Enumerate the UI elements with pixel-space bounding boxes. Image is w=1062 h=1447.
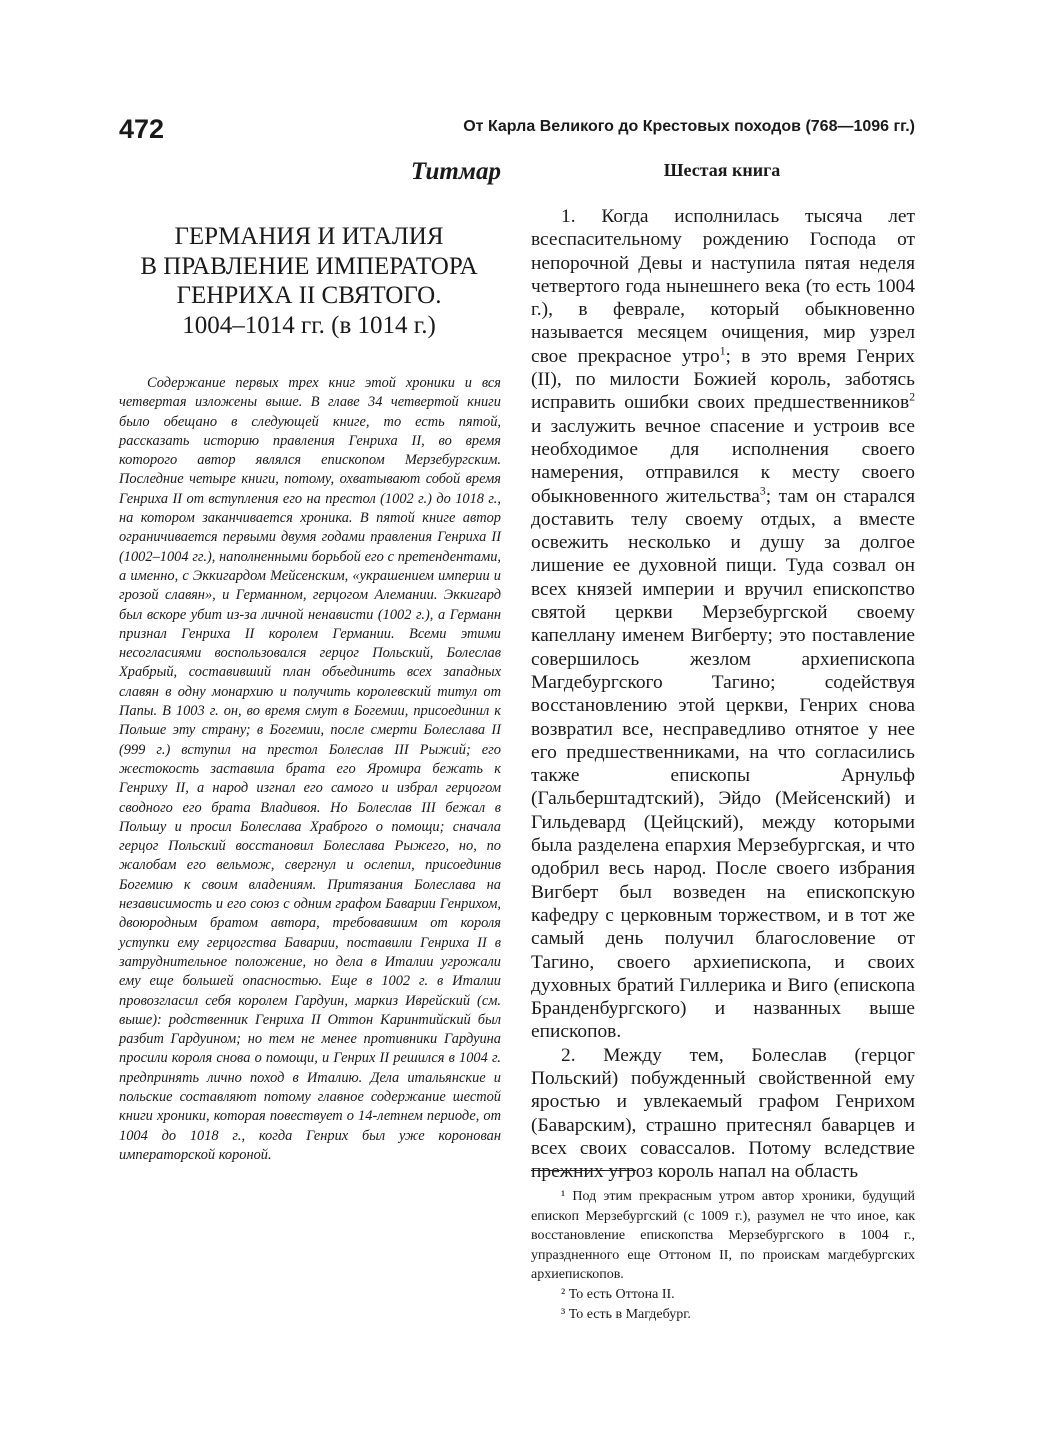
chapter-title-line: В ПРАВЛЕНИЕ ИМПЕРАТОРА [140,252,478,280]
footnotes [531,1187,915,1324]
paragraph-2: 2. Между тем, Болеслав (герцог Польский) побужденный свойственной ему яростью и увлекаемый графом Генрихом (Баварским), страшно притеснял баварцев и всех своих совассалов. Потому вследствие прежних угроз король напал на область [531,1044,915,1183]
running-head: От Карла Великого до Крестовых походов (768—1096 гг.) [463,118,915,135]
page-number: 472 [119,114,165,144]
chapter-summary: Содержание первых трех книг этой хроники и вся четвертая изложены выше. В главе 34 четвертой книги было обещано в следующей книге, то есть пятой, рассказать историю правления Генриха II, во время которого автор являлся епископом Мерзебургским. Последние четыре книги, потому, охватывают собой время Генриха II от вступления его на престол (1002 г.) до 1018 г., на котором заканчивается хроника. В пятой книге автор ограничивается первыми двумя годами правления Генриха II (1002–1004 гг.), наполненными борьбой его с претендентами, а именно, с Эккигардом Мейсенским, «украшением империи и грозой славян», и Германном, герцогом Алемании. Эккигард был вскоре убит из-за личной ненависти (1002 г.), а Германн признал Генриха II королем Германии. Всеми этими несогласиями воспользовался герцог Польский, Болеслав Храбрый, составивший план объединить всех западных славян в одну монархию и получить королевский титул от Папы. В 1003 г. он, во время смут в Богемии, присоединил к Польше эту страну; в Богемии, после смерти Болеслава II (999 г.) вступил на престол Болеслав III Рыжий; его жестокость заставила брата его Яромира бежать к Генриху II, а народ изгнал его самого и избрал герцогом сводного его брата Владивоя. Но Болеслав III бежал в Польшу и просил Болеслава Храброго о помощи; сначала герцог Польский восстановил Болеслава Рыжего, но, по жалобам его вельмож, свергнул и ослепил, присоединив Богемию к своим владениям. Притязания Болеслава на независимость и его союз с одним графом Баварии Генрихом, двоюродным братом автора, требовавшим от короля уступки ему герцогства Баварии, поставили Генриха II в затруднительное положение, но дела в Италии угрожали ему еще большей опасностью. Еще в 1002 г. в Италии провозгласил себя королем Гардуин, маркиз Иврейский (см. выше): родственник Генриха II Оттон Каринтийский был разбит Гардуином; но тем не менее противники Гардуина просили короля снова о помощи, и Генрих II решился в 1004 г. предпринять лично поход в Италию. Дела итальянские и польские составляют потому главное содержание шестой книги хроники, которая повествует о 14-летнем периоде, от 1004 до 1018 г., когда Генрих был уже коронован императорской короной. [119,375,501,1163]
text-run: 1. Когда исполнилась тысяча лет всеспасительному рождению Господа от непорочной Девы и наступила пятая неделя четвертого года нынешнего века (то есть 1004 г.), в феврале, который обыкновенно называется месяцем очищения, мир узрел свое прекрасное утро [531,206,915,367]
footnote-3: ³ То есть в Магдебург. [561,1306,691,1322]
chapter-title-line: 1004–1014 гг. (в 1014 г.) [182,311,436,339]
footnote-divider [531,1170,636,1171]
book-title: Шестая книга [663,160,781,180]
footnote-ref: 2 [909,390,915,404]
text-run: ; в это время Генрих (II), по милости Божией король, заботясь исправить ошибки своих предшественников [531,345,915,414]
text-run: и заслужить вечное спасение и устроив все необходимое для исполнения своего намерения, отправился к месту своего обыкновенного жительства [531,415,915,507]
footnote-2: ² То есть Оттона II. [561,1286,675,1302]
chapter-title-line: ГЕНРИХА II СВЯТОГО. [176,282,442,309]
footnote-1: ¹ Под этим прекрасным утром автор хроники, будущий епископ Мерзебургский (с 1009 г.), разумел не что иное, как восстановление епископства Мерзебургского в 1004 г., упраздненного еще Оттоном II, по проискам магдебургских архиепископов. [531,1189,915,1283]
footnote-ref: 1 [719,344,726,358]
chapter-title [119,222,499,340]
paragraph-1 [531,205,915,1044]
text-run: ; там он старался доставить телу своему отдых, а вместе освежить несколько и душу за долгое лишение ее духовной пищи. Туда созвал он всех князей империи и вручил епископство святой церкви Мерзебургской своему капеллану именем Вигберту; это поставление совершилось жезлом архиепископа Магдебургского Тагино; содействуя восстановлению этой церкви, Генрих снова возвратил все, несправедливо отнятое у нее его предшественниками, на что согласились также епископы Арнульф (Гальберштадтский), Эйдо (Мейсенский) и Гильдевард (Цейцский), между которыми была разделена епархия Мерзебургская, и что одобрил весь народ. После своего избрания Вигберт был возведен на епископскую кафедру с церковным торжеством, и в тот же самый день получил благословение от Тагино, своего архиепископа, и своих духовных братий Гиллерика и Виго (епископа Бранденбургского) и названных выше епископов. [531,485,915,1043]
chapter-title-line: ГЕРМАНИЯ И ИТАЛИЯ [174,223,444,250]
chronicle-author: Титмар [410,158,501,185]
footnote-ref: 3 [759,484,766,498]
main-text-column [531,205,915,1183]
